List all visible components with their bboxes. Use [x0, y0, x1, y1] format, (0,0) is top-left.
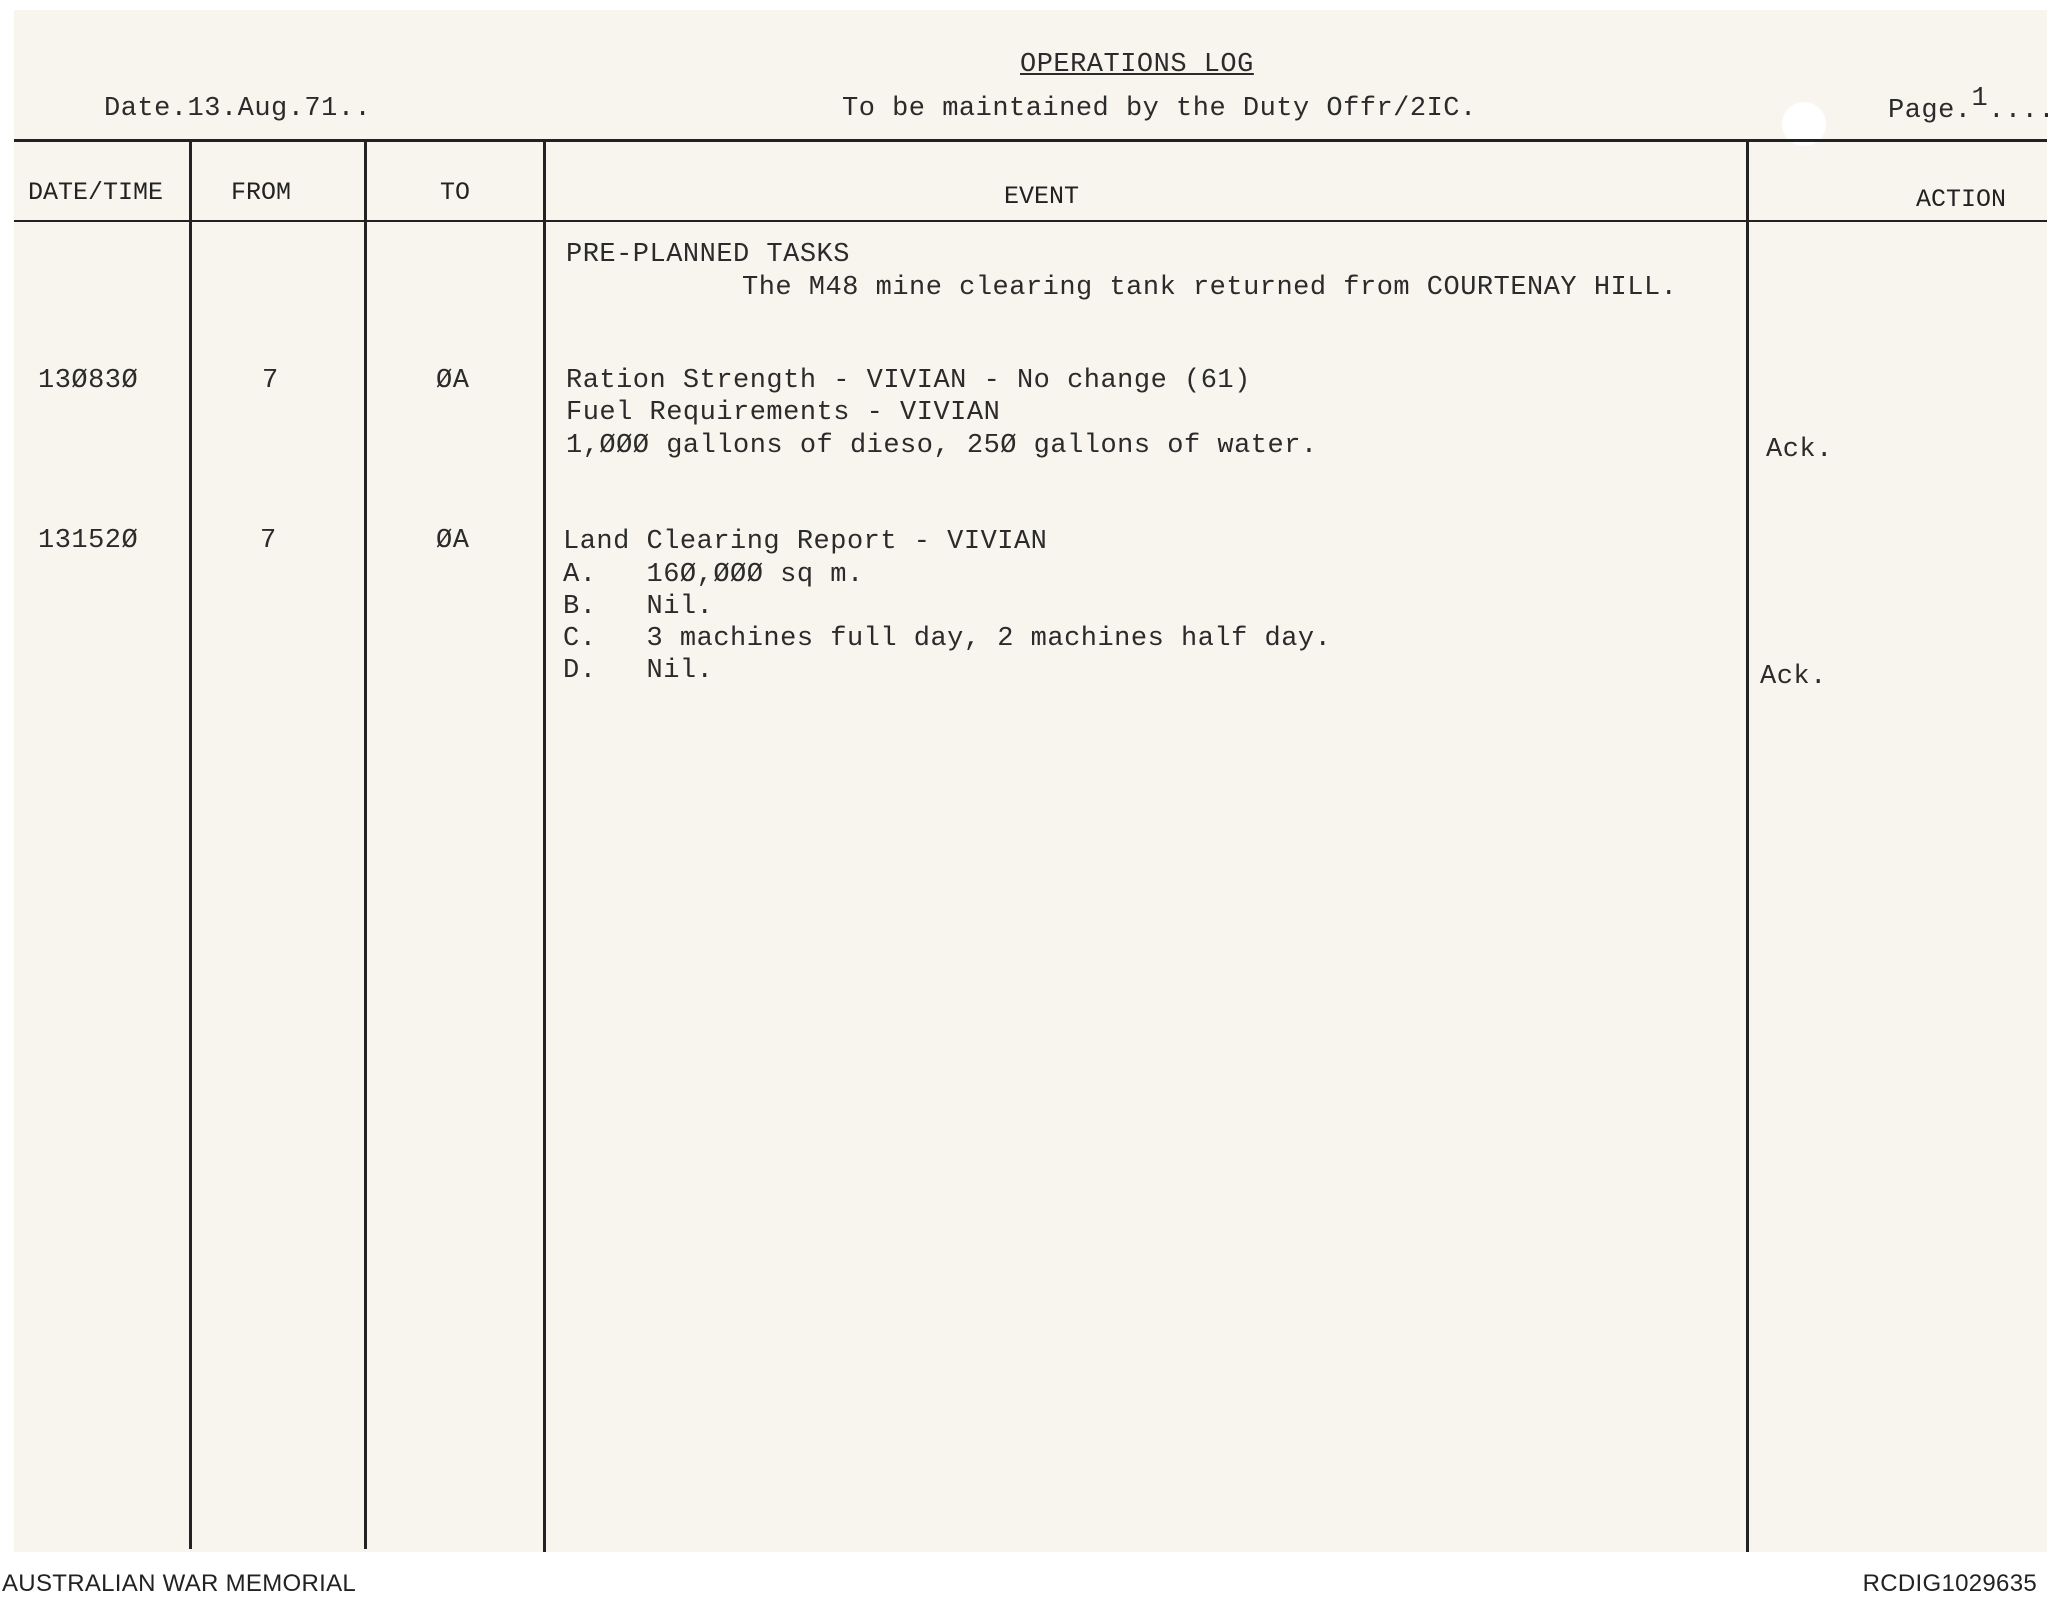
column-header-action: ACTION	[1916, 185, 2007, 214]
entry-datetime: 13Ø83Ø	[38, 366, 139, 396]
page-dots: ....	[1988, 96, 2055, 126]
entry-to: ØA	[436, 526, 470, 556]
header-bottom-rule	[14, 220, 2047, 222]
event-line: The M48 mine clearing tank returned from COURTENAY HILL.	[742, 273, 1678, 303]
event-line: Land Clearing Report - VIVIAN	[563, 527, 1048, 557]
archive-credit: AUSTRALIAN WAR MEMORIAL	[2, 1570, 357, 1597]
maintenance-instruction: To be maintained by the Duty Offr/2IC.	[842, 94, 1477, 124]
entry-action: Ack.	[1766, 435, 1833, 465]
page-label: Page.	[1888, 96, 1972, 126]
table-top-rule	[14, 139, 2047, 142]
entry-datetime: 13152Ø	[38, 526, 139, 556]
date-field: Date.13.Aug.71..	[104, 94, 372, 124]
entry-action: Ack.	[1760, 662, 1827, 692]
log-title: OPERATIONS LOG	[1020, 50, 1254, 80]
page-field	[1888, 84, 2055, 126]
archive-reference: RCDIG1029635	[1862, 1570, 2037, 1597]
event-line: Ration Strength - VIVIAN - No change (61)	[566, 366, 1251, 396]
event-heading: PRE-PLANNED TASKS	[566, 240, 850, 270]
event-line: C. 3 machines full day, 2 machines half day.	[563, 624, 1332, 654]
log-sheet	[14, 10, 2047, 1552]
column-header-to: TO	[440, 178, 471, 207]
column-divider-2	[364, 141, 367, 1549]
event-line: 1,ØØØ gallons of dieso, 25Ø gallons of water.	[566, 431, 1318, 461]
column-divider-3	[543, 141, 546, 1552]
column-divider-4	[1746, 141, 1749, 1552]
column-header-event: EVENT	[1004, 182, 1080, 211]
event-line: B. Nil.	[563, 592, 714, 622]
entry-from: 7	[260, 526, 277, 556]
event-line: Fuel Requirements - VIVIAN	[566, 398, 1001, 428]
column-header-datetime: DATE/TIME	[28, 178, 164, 207]
event-line: D. Nil.	[563, 656, 714, 686]
page-number: 1	[1971, 84, 1989, 114]
entry-from: 7	[262, 366, 279, 396]
column-header-from: FROM	[231, 178, 292, 207]
entry-to: ØA	[436, 366, 470, 396]
column-divider-1	[189, 141, 192, 1549]
event-line: A. 16Ø,ØØØ sq m.	[563, 560, 864, 590]
